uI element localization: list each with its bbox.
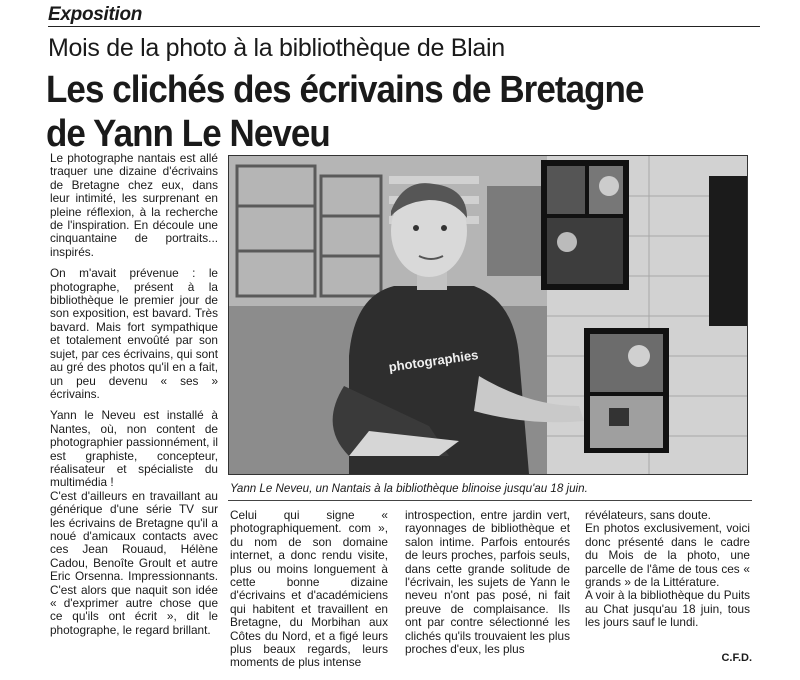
- paragraph: A voir à la bibliothèque du Puits au Chat jusqu'au 18 juin, tous les jours sauf le lundi.: [585, 588, 750, 630]
- author-signature: C.F.D.: [721, 652, 752, 664]
- article-kicker: Mois de la photo à la bibliothèque de Blain: [48, 34, 505, 62]
- section-rubric: Exposition: [48, 4, 143, 25]
- text-column-4: [585, 509, 750, 638]
- paragraph: révélateurs, sans doute.: [585, 508, 711, 522]
- rubric-divider: [48, 26, 760, 27]
- text-column-1: [50, 152, 218, 645]
- headline-line-2: de Yann Le Neveu: [46, 113, 330, 155]
- text-column-3: [405, 509, 570, 664]
- article-photo: [228, 155, 748, 475]
- lead-paragraph: Le photographe nantais est allé traquer une dizaine d'écrivains de Bretagne chez eux, dans leur intimité, les surprenant en pleine réflexion, à la recherche de l'inspiration. En découle une cinquantaine de portraits... inspirés.: [50, 151, 218, 259]
- caption-divider: [228, 500, 752, 501]
- photo-caption: Yann Le Neveu, un Nantais à la bibliothèque blinoise jusqu'au 18 juin.: [230, 482, 588, 495]
- paragraph: C'est d'ailleurs en travaillant au générique d'une série TV sur les écrivains de Bretagne qu'il a noué d'amicaux contacts avec ces Jean Rouaud, Hélène Cadou, Benoîte Groult et autre Eric Orsenna. Impressionnants. C'est alors que naquit son idée « d'exprimer autre chose que ce qu'ils ont écrit », dit le photographe, le regard brillant.: [50, 488, 218, 637]
- shirt-text: photographies: [387, 347, 480, 375]
- article-headline: [46, 68, 718, 156]
- paragraph: En photos exclusivement, voici donc présenté dans le cadre du Mois de la photo, une parcelle de l'âme de tous ces « grands » de la Littérature.: [585, 521, 750, 590]
- paragraph: On m'avait prévenue : le photographe, présent à la bibliothèque le premier jour de son exposition, est bavard. Très bavard. Mais fort sympathique et totalement envoûté par son sujet, par ces écrivains, qui sont au gré des photos qu'il en a fait, un peu devenu « ses » écrivains.: [50, 266, 218, 401]
- paragraph: Celui qui signe « photographiquement. com », du nom de son domaine internet, a donc rendu visite, plus ou moins longuement à cette bonne dizaine d'écrivains et d'académiciens qui habitent et travaillent en Bretagne, du Morbihan aux Côtes du Nord, et a figé leurs plus beaux regards, leurs moments de plus intense: [230, 508, 388, 670]
- headline-line-1: Les clichés des écrivains de Bretagne: [46, 69, 644, 111]
- paragraph: Yann le Neveu est installé à Nantes, où, non content de photographier passionnément, il est graphiste, concepteur, réalisateur et spécialiste du multimédia !: [50, 408, 218, 490]
- text-column-2: [230, 509, 388, 678]
- paragraph: introspection, entre jardin vert, rayonnages de bibliothèque et salon intime. Parfois entourés de leurs proches, parfois seuls, dans cette grande solitude de l'écrivain, les sujets de Yann le neveu n'ont pas posé, ni fait preuve de complaisance. Ils ont par contre sélectionné les clichés qu'ils trouvaient les plus proches d'eux, les plus: [405, 508, 570, 657]
